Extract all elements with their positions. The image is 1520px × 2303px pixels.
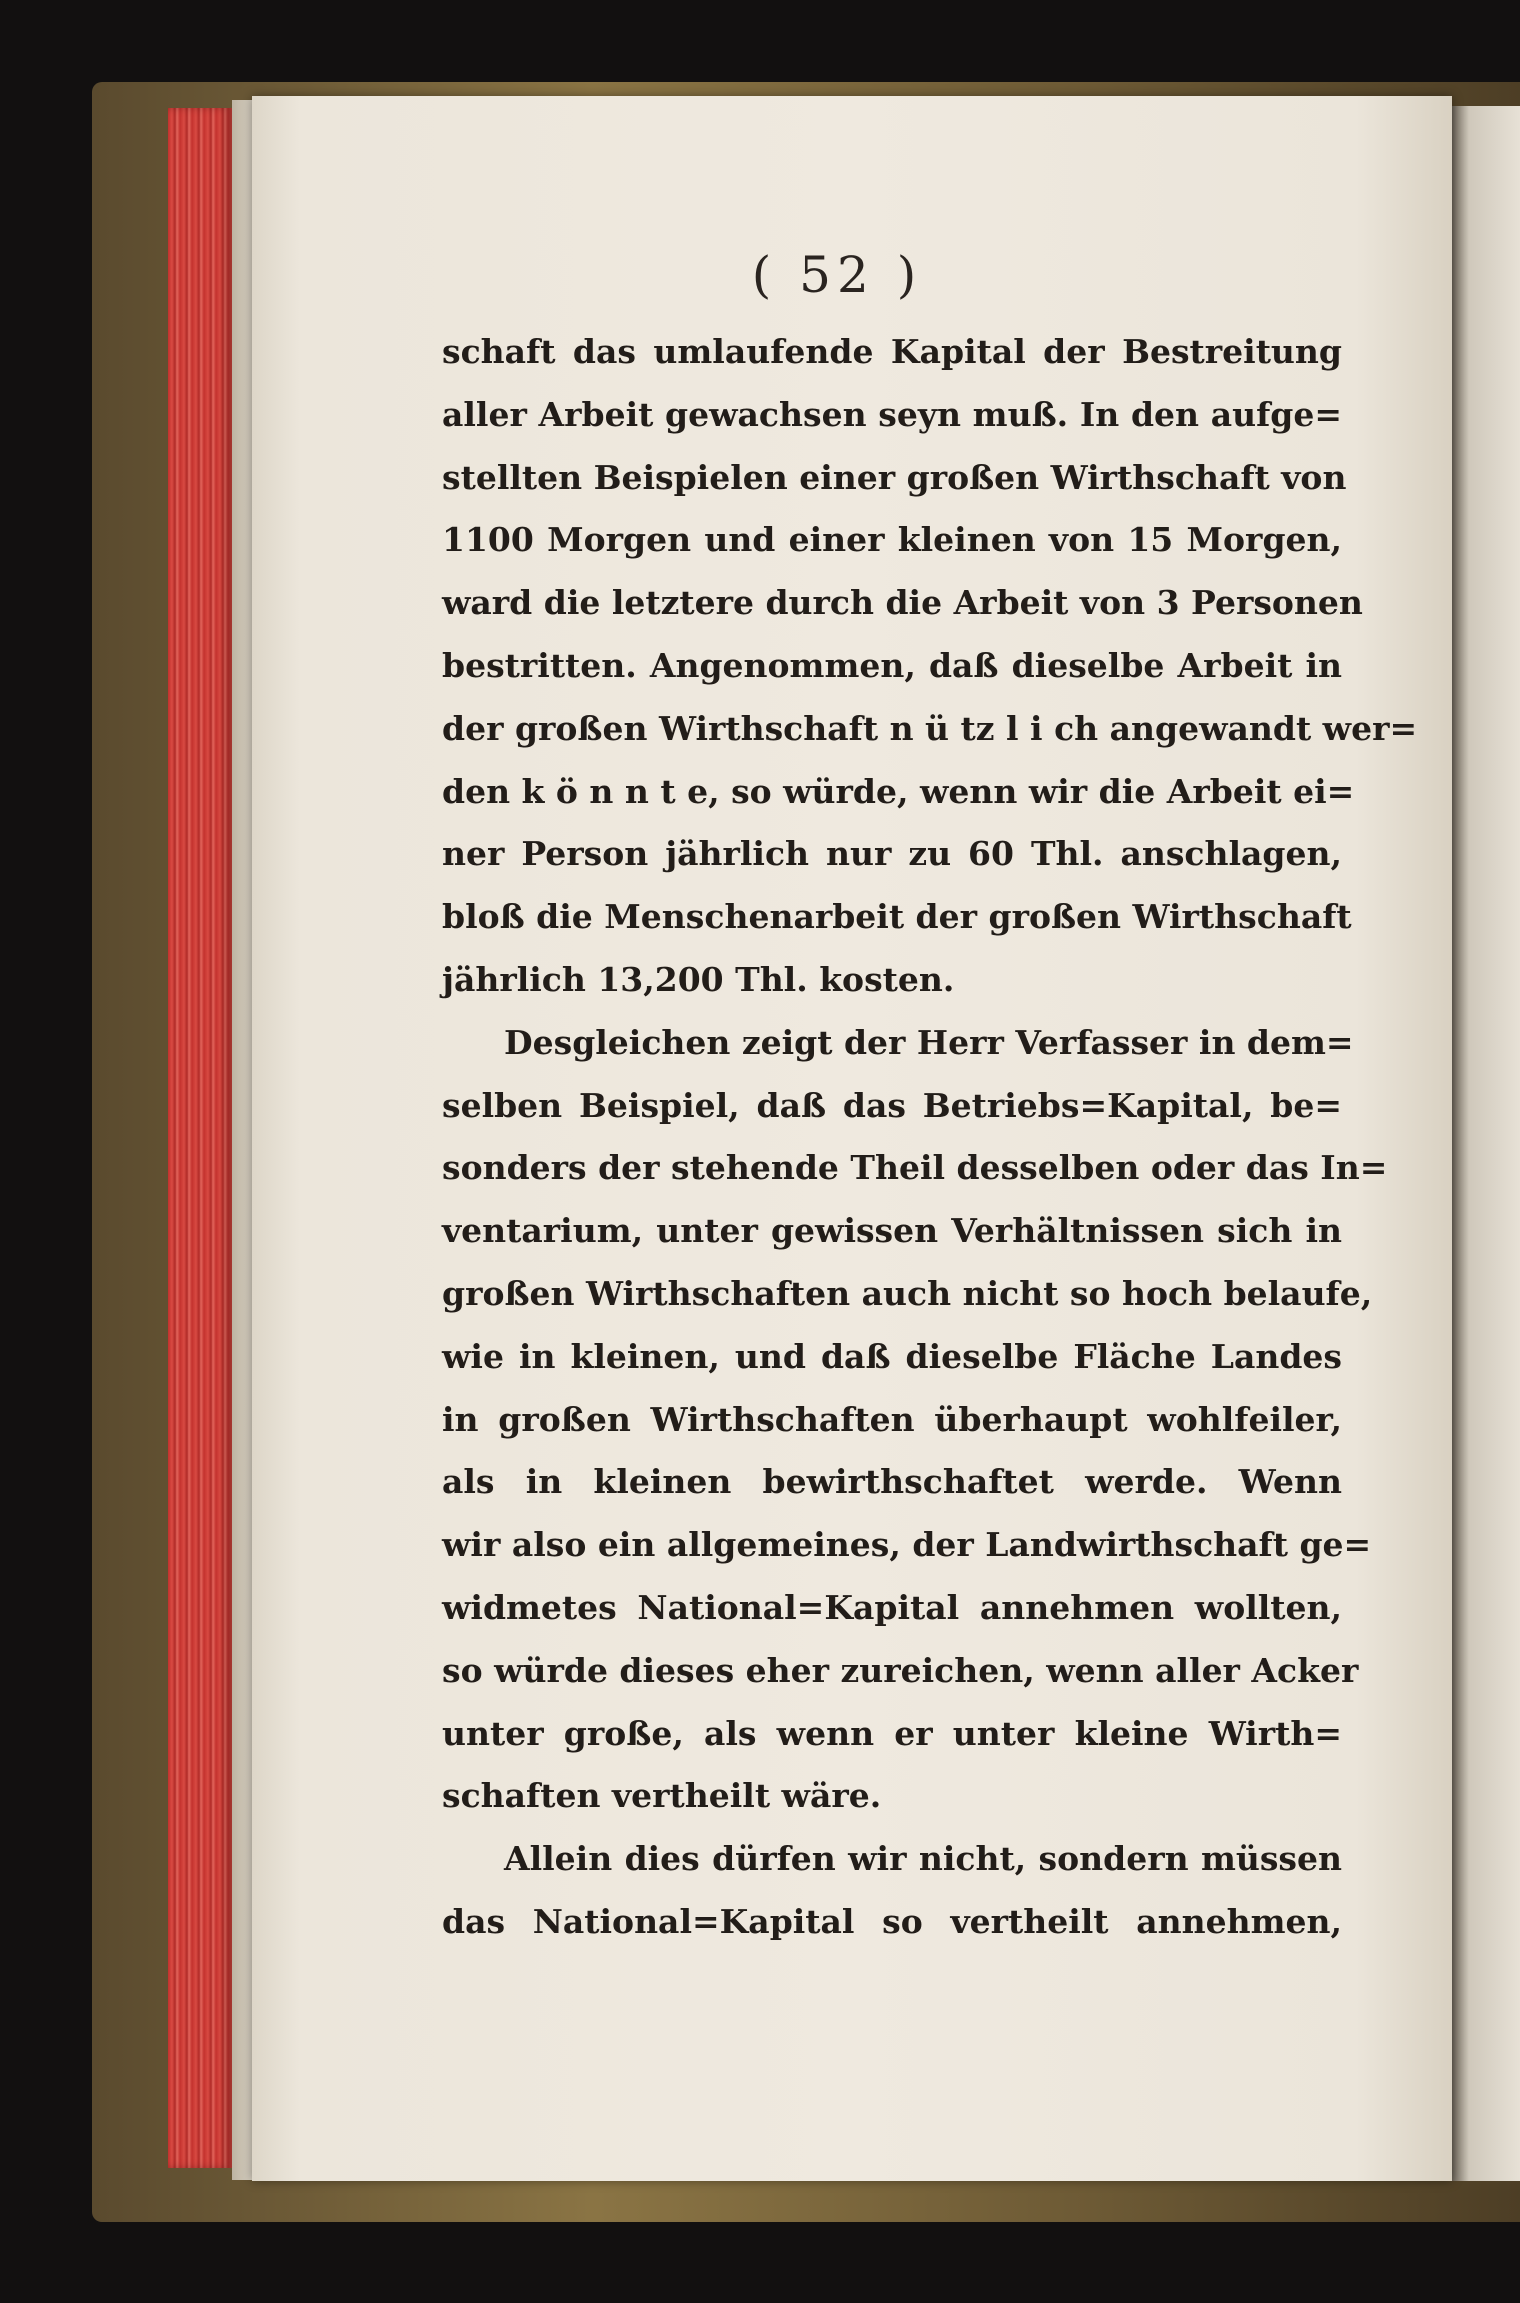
page-edges bbox=[168, 108, 232, 2168]
text-line: aller Arbeit gewachsen seyn muß. In den aufge= bbox=[442, 394, 1342, 434]
text-line: bloß die Menschenarbeit der großen Wirthschaft bbox=[442, 897, 1352, 937]
page-number: ( 52 ) bbox=[751, 246, 923, 304]
text-line: widmetes National=Kapital annehmen wollten, bbox=[442, 1587, 1342, 1627]
text-line: ner Person jährlich nur zu 60 Thl. anschlagen, bbox=[442, 834, 1342, 874]
text-line: ventarium, unter gewissen Verhältnissen sich in bbox=[442, 1211, 1342, 1251]
text-line: wie in kleinen, und daß dieselbe Fläche Landes bbox=[442, 1336, 1342, 1376]
facing-page-edge bbox=[1452, 106, 1520, 2181]
text-line: der großen Wirthschaft n ü tz l i ch angewandt wer= bbox=[442, 708, 1418, 748]
book-page bbox=[252, 96, 1452, 2181]
text-line: großen Wirthschaften auch nicht so hoch belaufe, bbox=[442, 1273, 1373, 1313]
text-line: ward die letztere durch die Arbeit von 3 Personen bbox=[442, 583, 1363, 623]
text-line: sonders der stehende Theil desselben oder das In= bbox=[442, 1148, 1388, 1188]
text-line: so würde dieses eher zureichen, wenn aller Acker bbox=[442, 1650, 1359, 1690]
text-line: den k ö n n t e, so würde, wenn wir die Arbeit ei= bbox=[442, 771, 1355, 811]
text-line: Desgleichen zeigt der Herr Verfasser in dem= bbox=[504, 1022, 1354, 1062]
text-line: unter große, als wenn er unter kleine Wirth= bbox=[442, 1713, 1342, 1753]
text-line: das National=Kapital so vertheilt annehmen, bbox=[442, 1901, 1342, 1941]
text-line: bestritten. Angenommen, daß dieselbe Arbeit in bbox=[442, 645, 1342, 685]
text-line: wir also ein allgemeines, der Landwirthschaft ge= bbox=[442, 1525, 1372, 1565]
page-text bbox=[442, 321, 1418, 1954]
text-line: schaft das umlaufende Kapital der Bestreitung bbox=[442, 332, 1342, 371]
text-line: schaften vertheilt wäre. bbox=[442, 1776, 882, 1816]
text-line: in großen Wirthschaften überhaupt wohlfeiler, bbox=[442, 1399, 1342, 1439]
text-line: selben Beispiel, daß das Betriebs=Kapital, be= bbox=[442, 1085, 1342, 1125]
text-line: jährlich 13,200 Thl. kosten. bbox=[442, 959, 955, 999]
text-line: 1100 Morgen und einer kleinen von 15 Morgen, bbox=[442, 520, 1342, 560]
text-line: stellten Beispielen einer großen Wirthschaft von bbox=[442, 457, 1347, 497]
text-line: als in kleinen bewirthschaftet werde. Wenn bbox=[442, 1462, 1342, 1502]
text-line: Allein dies dürfen wir nicht, sondern müssen bbox=[504, 1839, 1342, 1879]
